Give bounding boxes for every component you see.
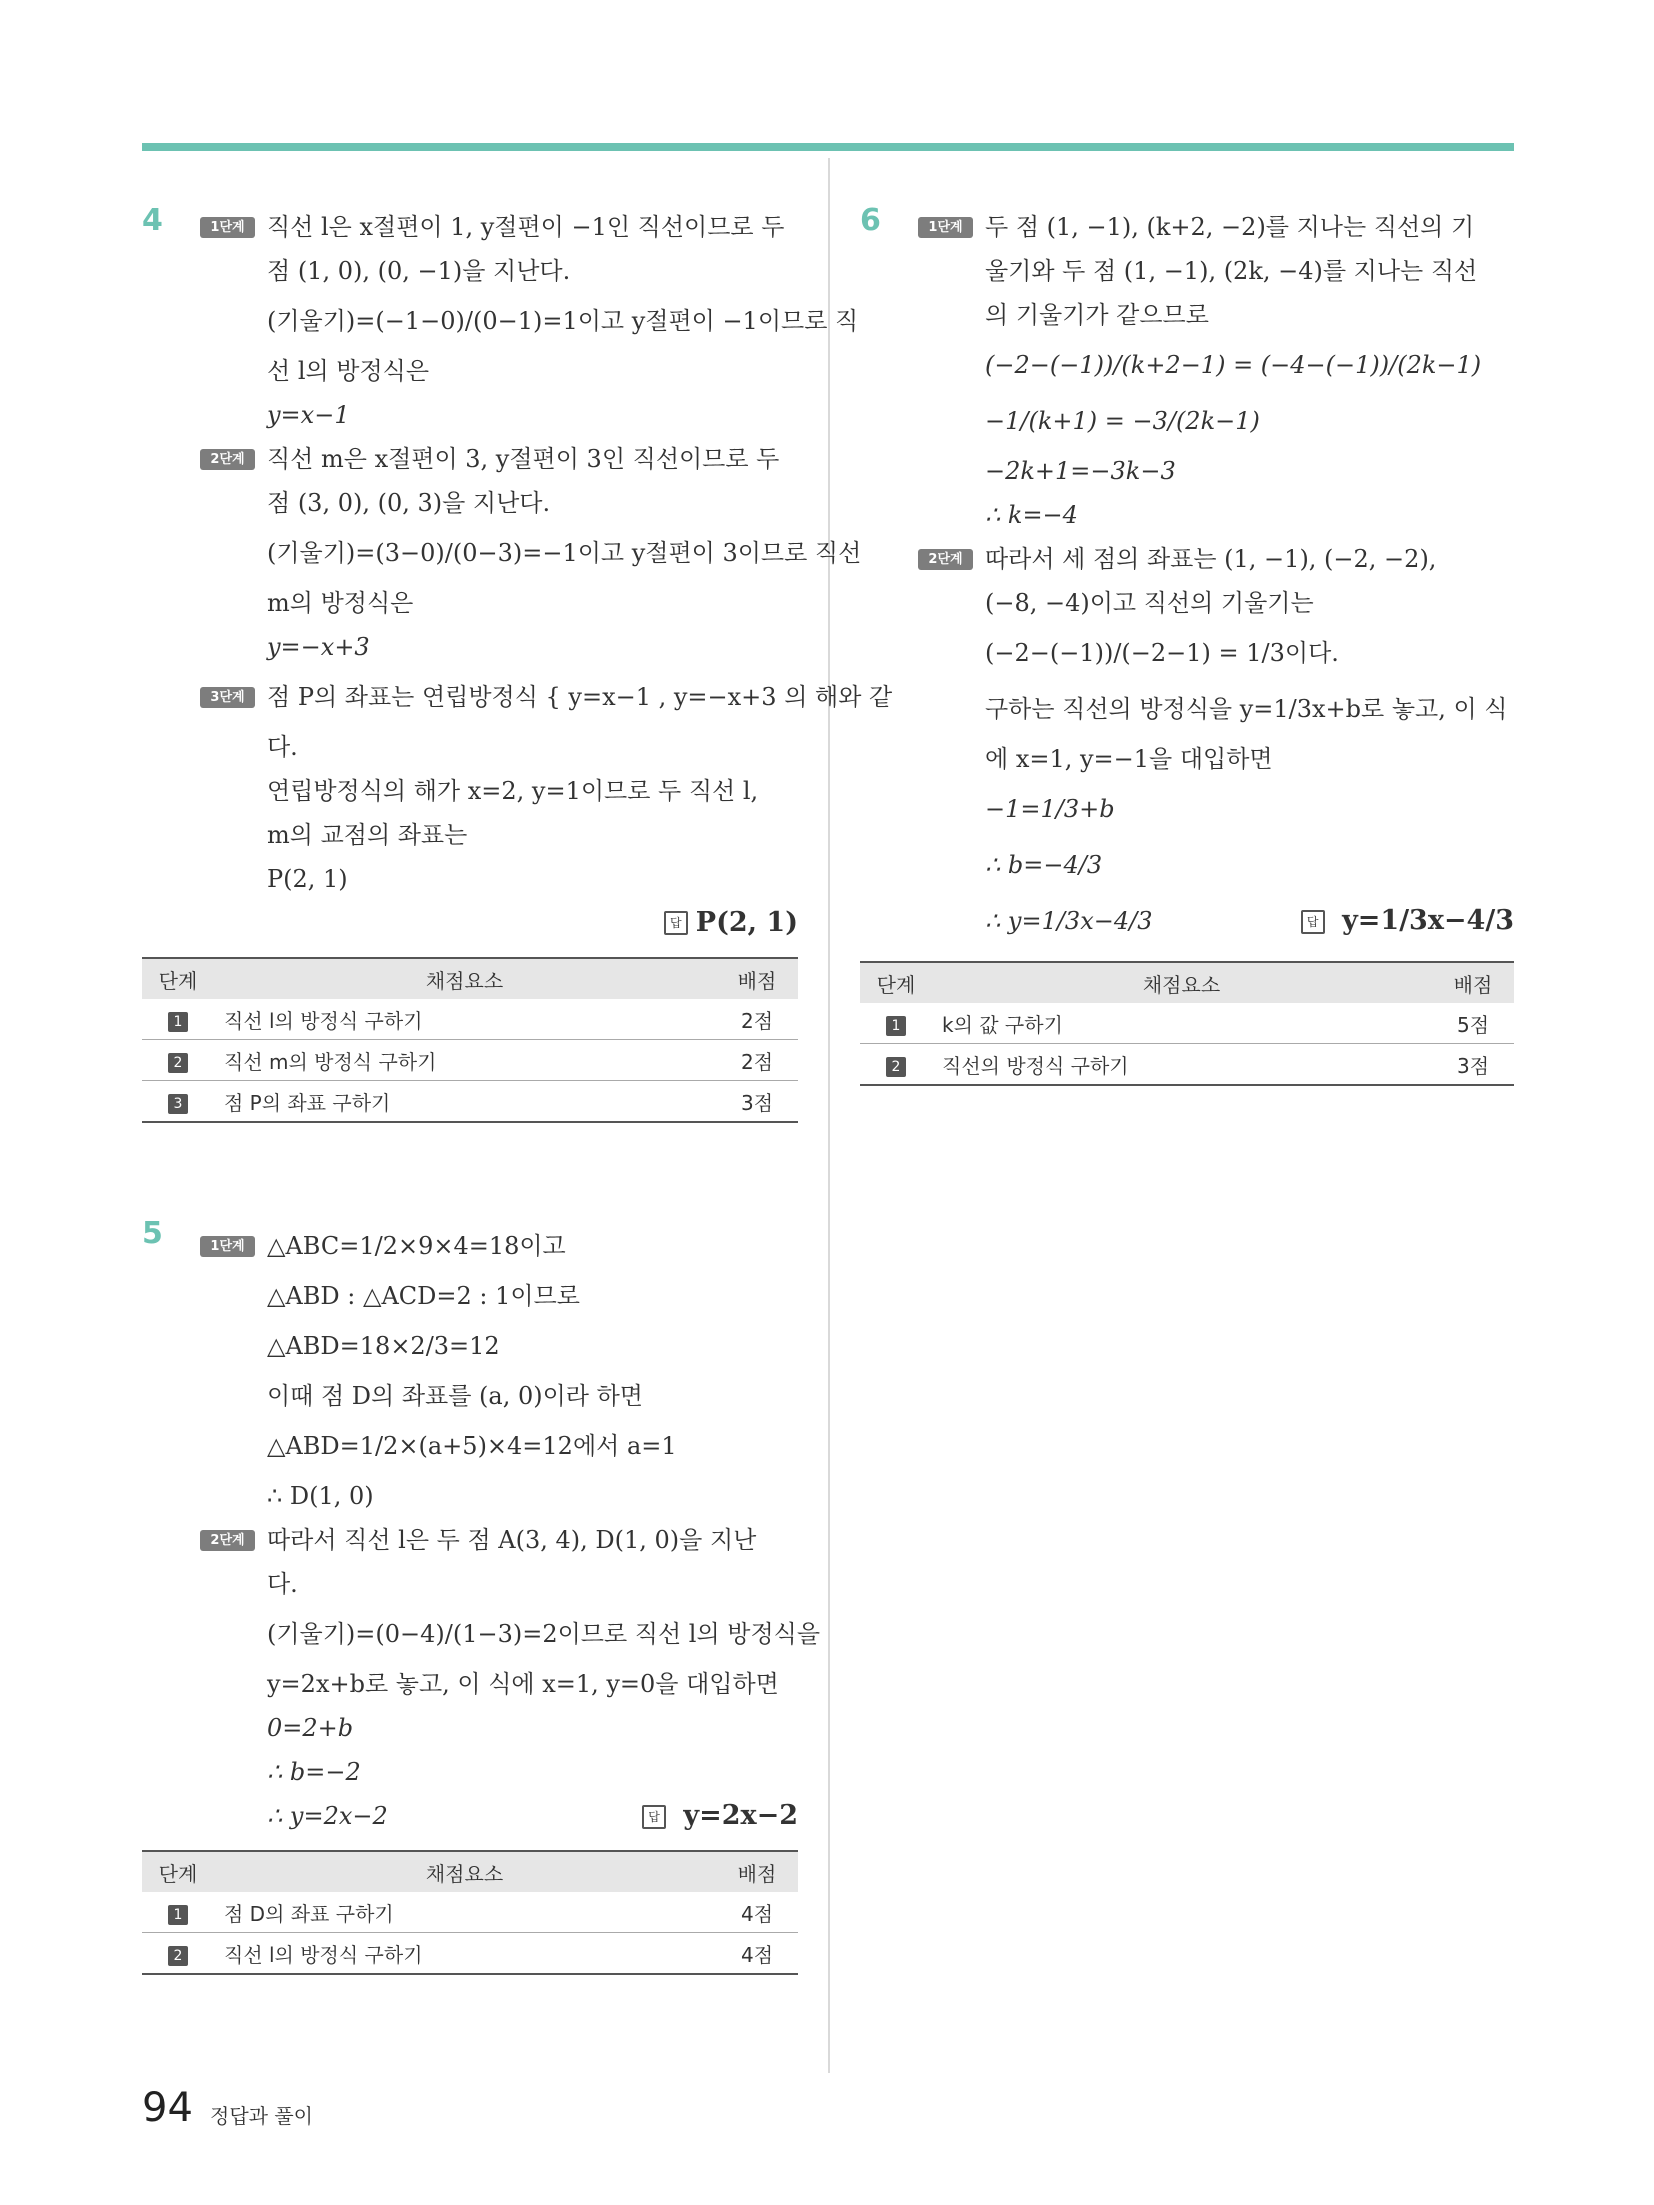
line-text: −1/(k+1) = −3/(2k−1) [985, 407, 1260, 435]
step-badge: 2단계 [918, 549, 973, 570]
step-badge: 3단계 [200, 687, 255, 708]
line-text: 구하는 직선의 방정식을 y=1/3x+b로 놓고, 이 식 [985, 695, 1508, 723]
header-step: 단계 [142, 958, 214, 999]
footer-label: 정답과 풀이 [210, 2104, 313, 2128]
solution-line [142, 1418, 798, 1474]
step-number: 3 [168, 1094, 188, 1114]
solution-line [142, 205, 798, 249]
solution-line [142, 1274, 798, 1318]
line-text: 울기와 두 점 (1, −1), (2k, −4)를 지나는 직선 [985, 257, 1478, 285]
solution-line [142, 437, 798, 481]
step-number: 1 [168, 1905, 188, 1925]
line-text: 다. [267, 733, 298, 761]
solution-line [860, 205, 1514, 249]
step-number: 1 [168, 1012, 188, 1032]
header-item: 채점요소 [214, 1851, 716, 1892]
line-text: ∴ D(1, 0) [267, 1482, 374, 1510]
solution-line [142, 525, 862, 581]
step-badge: 2단계 [200, 1530, 255, 1551]
line-text: 다. [267, 1570, 298, 1598]
line-text: 두 점 (1, −1), (k+2, −2)를 지나는 직선의 기 [985, 213, 1475, 241]
table-row [142, 1081, 798, 1123]
solution-line [142, 481, 798, 525]
table-cell: 2점 [716, 1040, 798, 1081]
line-text: ∴ y=2x−2 [267, 1802, 388, 1830]
solution-line [142, 813, 798, 857]
line-text: ∴ y=1/3x−4/3 [985, 907, 1153, 935]
solution-line [860, 293, 1514, 337]
line-text: y=2x+b로 놓고, 이 식에 x=1, y=0을 대입하면 [267, 1670, 779, 1698]
table-row [142, 1040, 798, 1081]
problem-number: 6 [860, 203, 881, 238]
solution-line [860, 781, 1514, 837]
solution-line [860, 581, 1514, 625]
page-number: 94 [142, 2085, 193, 2131]
answer-icon: 답 [664, 911, 688, 935]
table-cell: 4점 [716, 1892, 798, 1933]
solution-line [142, 393, 798, 437]
solution-line [142, 1606, 821, 1662]
line-text: y=−x+3 [267, 633, 370, 661]
solution-line [142, 769, 798, 813]
right-column [860, 205, 1514, 1086]
table-cell: 4점 [716, 1933, 798, 1975]
table-cell: 직선의 방정식 구하기 [932, 1044, 1432, 1086]
step-badge: 1단계 [200, 217, 255, 238]
solution-line [142, 1662, 798, 1706]
line-text: −2k+1=−3k−3 [985, 457, 1176, 485]
problem-number: 4 [142, 203, 163, 238]
line-text: (기울기)=(3−0)/(0−3)=−1이고 y절편이 3이므로 직선 [267, 539, 862, 567]
problem-6 [860, 205, 1514, 1086]
table-row [142, 1892, 798, 1933]
answer [142, 901, 798, 945]
step-number: 2 [886, 1057, 906, 1077]
line-text: 점 P의 좌표는 연립방정식 { y=x−1 , y=−x+3 의 해와 같 [267, 683, 893, 711]
line-text: 에 x=1, y=−1을 대입하면 [985, 745, 1273, 773]
line-text: 선 l의 방정식은 [267, 357, 430, 385]
step-badge: 1단계 [918, 217, 973, 238]
line-text: 따라서 세 점의 좌표는 (1, −1), (−2, −2), [985, 545, 1437, 573]
line-text: △ABD=1/2×(a+5)×4=12에서 a=1 [267, 1432, 677, 1460]
header-points: 배점 [716, 958, 798, 999]
line-text: (−2−(−1))/(k+2−1) = (−4−(−1))/(2k−1) [985, 351, 1482, 379]
line-text: 점 (3, 0), (0, 3)을 지난다. [267, 489, 551, 517]
solution-line [142, 1518, 798, 1562]
line-text: 직선 l은 x절편이 1, y절편이 −1인 직선이므로 두 [267, 213, 785, 241]
solution-line [142, 857, 798, 901]
table-row [860, 1044, 1514, 1086]
problem-number: 5 [142, 1216, 163, 1251]
solution-line [142, 1750, 798, 1794]
table-cell: 3점 [1432, 1044, 1514, 1086]
line-text: 연립방정식의 해가 x=2, y=1이므로 두 직선 l, [267, 777, 759, 805]
solution-line [142, 1706, 798, 1750]
answer-text: y=2x−2 [683, 1800, 798, 1831]
solution-line [860, 337, 1514, 393]
solution-line [860, 393, 1514, 449]
solution-line [142, 725, 798, 769]
line-text: 이때 점 D의 좌표를 (a, 0)이라 하면 [267, 1382, 643, 1410]
header-step: 단계 [142, 1851, 214, 1892]
solution-line [142, 349, 798, 393]
line-text: −1=1/3+b [985, 795, 1115, 823]
solution-line [860, 681, 1514, 737]
line-text: (기울기)=(0−4)/(1−3)=2이므로 직선 l의 방정식을 [267, 1620, 821, 1648]
line-text: 따라서 직선 l은 두 점 A(3, 4), D(1, 0)을 지난 [267, 1526, 757, 1554]
table-cell: 직선 m의 방정식 구하기 [214, 1040, 716, 1081]
header-points: 배점 [716, 1851, 798, 1892]
solution-line [142, 293, 859, 349]
answer [142, 1794, 798, 1838]
line-text: △ABD=18×2/3=12 [267, 1332, 500, 1360]
header-item: 채점요소 [214, 958, 716, 999]
solution-line [860, 837, 1514, 893]
solution-line [142, 1562, 798, 1606]
header-step: 단계 [860, 962, 932, 1003]
table-row [142, 999, 798, 1040]
solution-line [142, 1474, 798, 1518]
answer [860, 893, 1514, 949]
solution-line [142, 1318, 798, 1374]
table-row [142, 1933, 798, 1975]
line-text: ∴ b=−2 [267, 1758, 361, 1786]
line-text: ∴ k=−4 [985, 501, 1078, 529]
step-badge: 1단계 [200, 1236, 255, 1257]
line-text: (기울기)=(−1−0)/(0−1)=1이고 y절편이 −1이므로 직 [267, 307, 859, 335]
solution-line [142, 249, 798, 293]
solution-line [142, 1218, 798, 1274]
step-number: 2 [168, 1053, 188, 1073]
solution-line [860, 493, 1514, 537]
line-text: 의 기울기가 같으므로 [985, 301, 1209, 329]
top-accent-bar [142, 143, 1514, 151]
solution-line [142, 581, 798, 625]
line-text: ∴ b=−4/3 [985, 851, 1103, 879]
line-text: (−8, −4)이고 직선의 기울기는 [985, 589, 1314, 617]
answer-icon: 답 [642, 1805, 666, 1829]
scoring-table [142, 1850, 798, 1975]
solution-line [860, 249, 1514, 293]
step-number: 1 [886, 1016, 906, 1036]
header-item: 채점요소 [932, 962, 1432, 1003]
step-number: 2 [168, 1946, 188, 1966]
line-text: m의 방정식은 [267, 589, 414, 617]
line-text: m의 교점의 좌표는 [267, 821, 468, 849]
solution-line [142, 625, 798, 669]
answer-icon: 답 [1301, 910, 1325, 934]
line-text: (−2−(−1))/(−2−1) = 1/3이다. [985, 639, 1339, 667]
solution-line [142, 1374, 798, 1418]
line-text: 0=2+b [267, 1714, 354, 1742]
line-text: P(2, 1) [267, 865, 348, 893]
line-text: △ABC=1/2×9×4=18이고 [267, 1232, 566, 1260]
solution-line [860, 737, 1514, 781]
table-cell: 직선 l의 방정식 구하기 [214, 1933, 716, 1975]
solution-line [860, 625, 1514, 681]
line-text: 직선 m은 x절편이 3, y절편이 3인 직선이므로 두 [267, 445, 780, 473]
left-column [142, 203, 893, 1975]
table-cell: 5점 [1432, 1003, 1514, 1044]
solution-line [142, 669, 893, 725]
problem-4 [142, 203, 893, 1123]
table-row [860, 1003, 1514, 1044]
step-badge: 2단계 [200, 449, 255, 470]
table-cell: 직선 l의 방정식 구하기 [214, 999, 716, 1040]
table-cell: 점 P의 좌표 구하기 [214, 1081, 716, 1123]
table-cell: 점 D의 좌표 구하기 [214, 1892, 716, 1933]
table-cell: 3점 [716, 1081, 798, 1123]
table-cell: 2점 [716, 999, 798, 1040]
table-cell: k의 값 구하기 [932, 1003, 1432, 1044]
scoring-table [860, 961, 1514, 1086]
solution-line [860, 537, 1514, 581]
line-text: 점 (1, 0), (0, −1)을 지난다. [267, 257, 571, 285]
header-points: 배점 [1432, 962, 1514, 1003]
line-text: △ABD : △ACD=2 : 1이므로 [267, 1282, 580, 1310]
problem-5 [142, 1216, 821, 1975]
solution-line [860, 449, 1514, 493]
answer-text: P(2, 1) [695, 907, 798, 938]
scoring-table [142, 957, 798, 1123]
line-text: y=x−1 [267, 401, 350, 429]
answer-text: y=1/3x−4/3 [1342, 905, 1514, 936]
column-divider [828, 158, 830, 2073]
